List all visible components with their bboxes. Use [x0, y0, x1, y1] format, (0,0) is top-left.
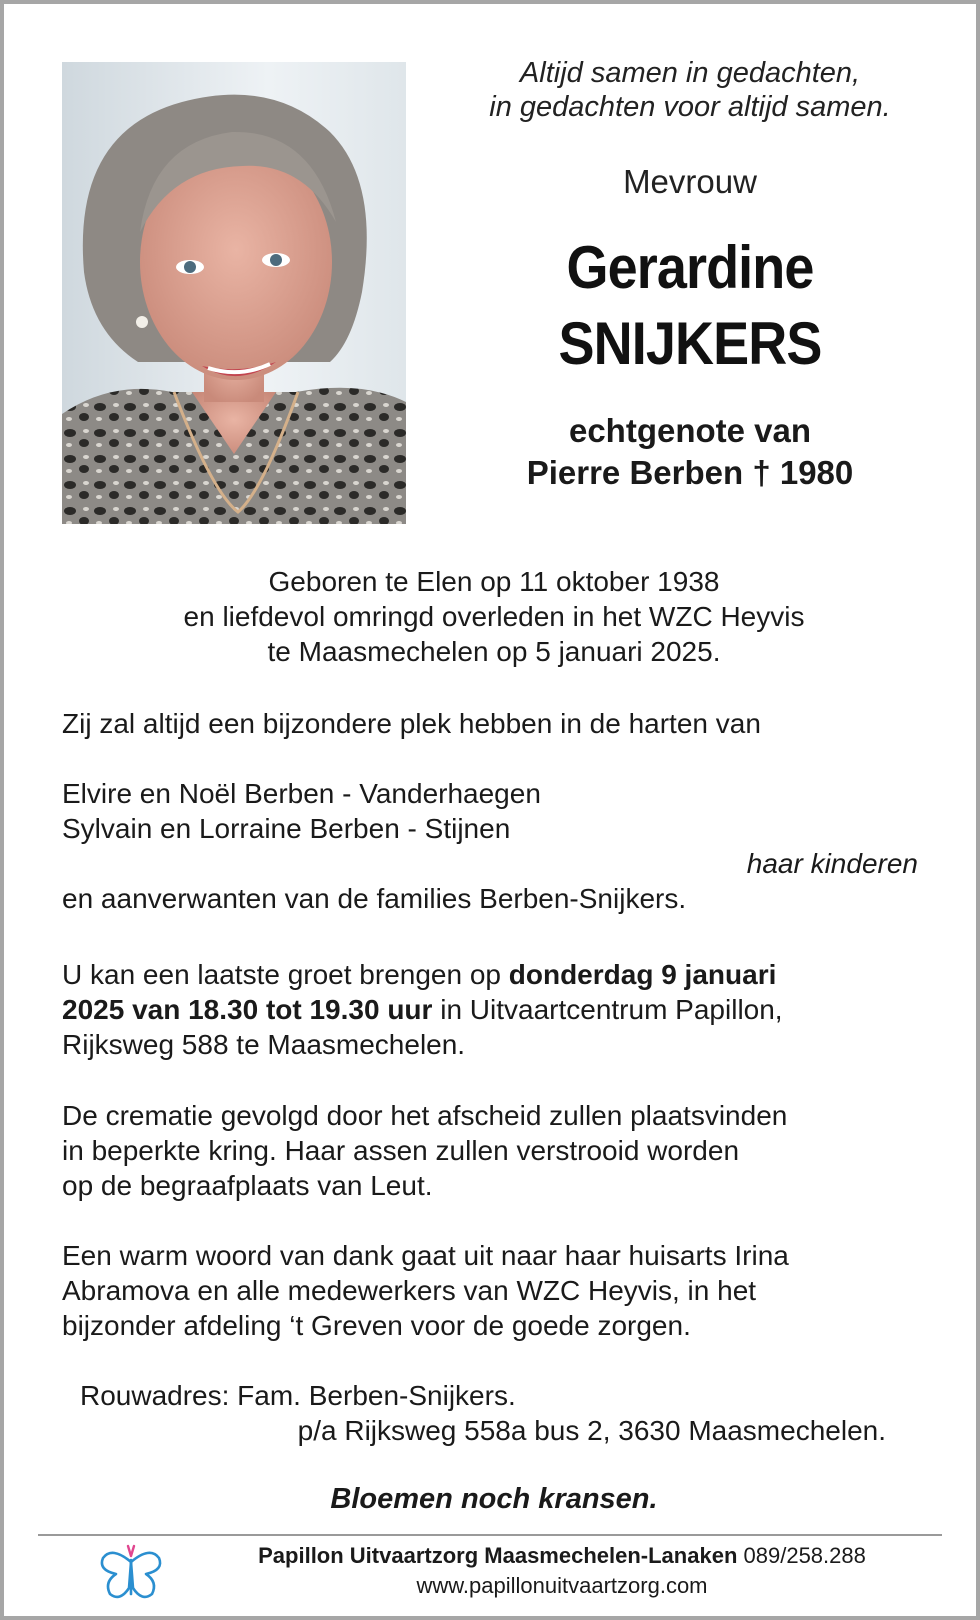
visitation-paragraph	[62, 957, 942, 1062]
mourning-address: Rouwadres: Fam. Berben-Snijkers.	[80, 1380, 516, 1411]
thanks-line: Abramova en alle medewerkers van WZC Heyvis, in het	[62, 1275, 757, 1306]
birth-line: Geboren te Elen op 11 oktober 1938	[268, 566, 720, 597]
visitation-text: U kan een laatste groet brengen op	[62, 959, 509, 990]
portrait-illustration	[62, 62, 406, 524]
visitation-location: in Uitvaartcentrum Papillon,	[432, 994, 783, 1025]
funeral-home-info	[172, 1542, 952, 1570]
thanks-line: Een warm woord van dank gaat uit naar haar huisarts Irina	[62, 1240, 789, 1271]
funeral-home-website[interactable]: www.papillonuitvaartzorg.com	[416, 1573, 708, 1598]
cremation-line: in beperkte kring. Haar assen zullen verstrooid worden	[62, 1135, 740, 1166]
footer-divider	[38, 1534, 942, 1536]
spouse-line: Pierre Berben † 1980	[526, 454, 854, 491]
first-name: Gerardine	[566, 234, 814, 301]
mourning-address-street: p/a Rijksweg 558a bus 2, 3630 Maasmechelen.	[297, 1415, 886, 1446]
butterfly-logo-icon	[98, 1542, 164, 1604]
visitation-date: donderdag 9 januari	[508, 959, 777, 990]
no-flowers-notice: Bloemen noch kransen.	[330, 1483, 658, 1515]
motto	[436, 56, 944, 124]
funeral-home-phone: 089/258.288	[743, 1543, 866, 1568]
birth-death-info	[62, 564, 926, 669]
honorific: Mevrouw	[623, 163, 757, 200]
thanks-line: bijzonder afdeling ‘t Greven voor de goede zorgen.	[62, 1310, 691, 1341]
cremation-line: De crematie gevolgd door het afscheid zullen plaatsvinden	[62, 1100, 788, 1131]
cremation-line: op de begraafplaats van Leut.	[62, 1170, 433, 1201]
birth-line: te Maasmechelen op 5 januari 2025.	[267, 636, 721, 667]
children-label: haar kinderen	[746, 848, 918, 879]
birth-line: en liefdevol omringd overleden in het WZC Heyvis	[183, 601, 805, 632]
visitation-address: Rijksweg 588 te Maasmechelen.	[62, 1029, 466, 1060]
spouse-line: echtgenote van	[568, 412, 812, 449]
child-name: Sylvain en Lorraine Berben - Stijnen	[62, 813, 511, 844]
funeral-home-name: Papillon Uitvaartzorg Maasmechelen-Lanaken	[258, 1543, 738, 1568]
motto-line: in gedachten voor altijd samen.	[489, 91, 891, 123]
cremation-paragraph	[62, 1098, 942, 1203]
motto-line: Altijd samen in gedachten,	[519, 57, 861, 89]
deceased-name	[461, 230, 918, 382]
last-name: SNIJKERS	[558, 310, 822, 377]
heart-paragraph: Zij zal altijd een bijzondere plek hebben in de harten van	[62, 708, 761, 739]
relatives-line: en aanverwanten van de families Berben-Snijkers.	[62, 883, 687, 914]
visitation-time: 2025 van 18.30 tot 19.30 uur	[62, 994, 433, 1025]
spouse-info	[436, 410, 944, 494]
thanks-paragraph	[62, 1238, 942, 1343]
portrait-photo	[62, 62, 406, 524]
children-list	[62, 776, 942, 846]
child-name: Elvire en Noël Berben - Vanderhaegen	[62, 778, 541, 809]
